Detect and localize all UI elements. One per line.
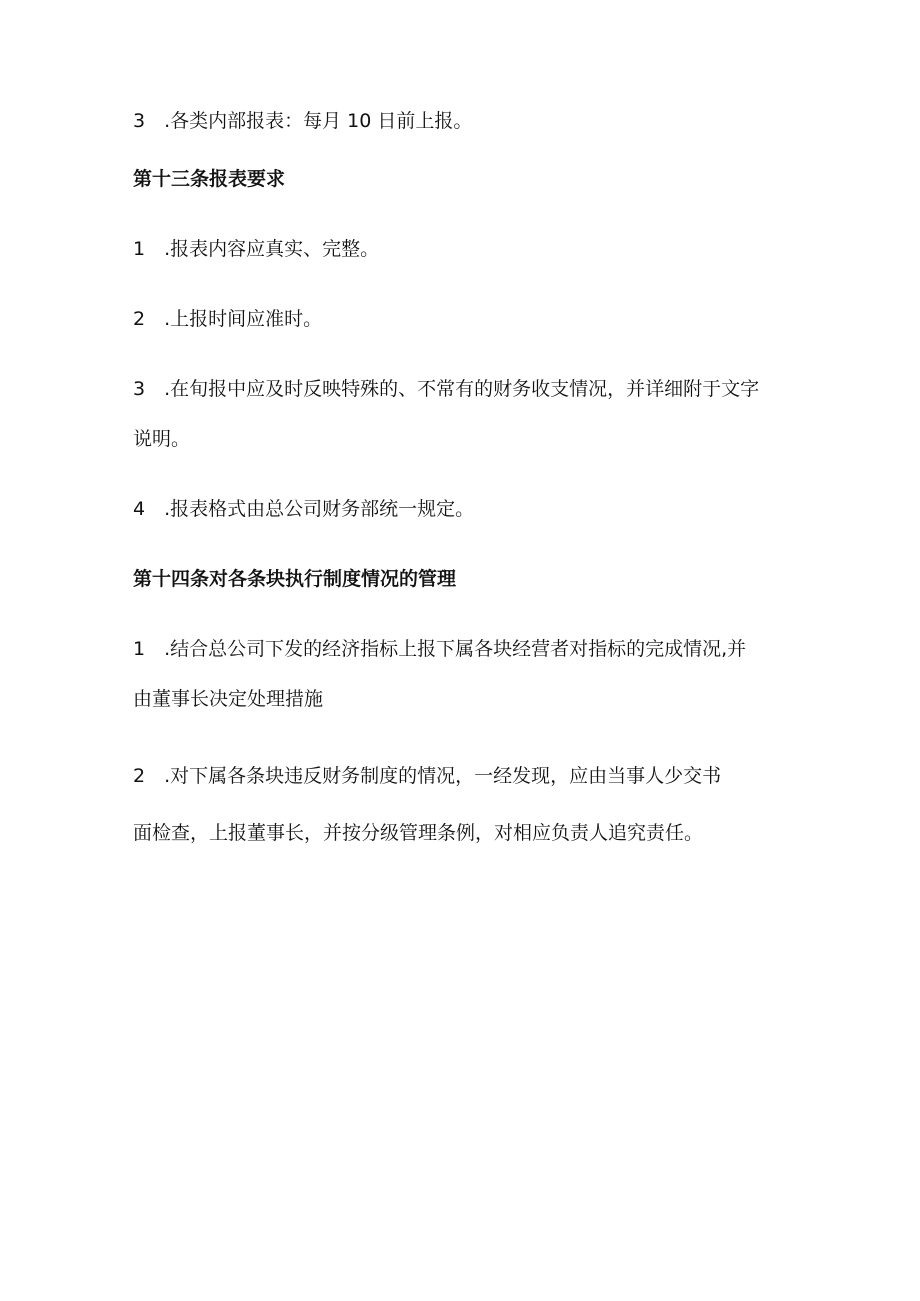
paragraph-text: 说明。 (133, 428, 191, 450)
paragraph-text: 2 .对下属各条块违反财务制度的情况，一经发现，应由当事人少交书 (133, 765, 722, 787)
section-heading: 第十四条对各条块执行制度情况的管理 (133, 568, 457, 590)
paragraph-text: 3 .各类内部报表：每月 10 日前上报。 (133, 110, 473, 132)
paragraph-text: 1 .结合总公司下发的经济指标上报下属各块经营者对指标的完成情况,并 (133, 638, 747, 660)
paragraph-text: 4 .报表格式由总公司财务部统一规定。 (133, 498, 475, 520)
paragraph-text: 由董事长决定处理措施 (133, 688, 324, 710)
section-heading: 第十三条报表要求 (133, 168, 286, 190)
paragraph-text: 2 .上报时间应准时。 (133, 308, 323, 330)
paragraph-text: 1 .报表内容应真实、完整。 (133, 238, 380, 260)
paragraph-text: 3 .在旬报中应及时反映特殊的、不常有的财务收支情况，并详细附于文字 (133, 378, 760, 400)
paragraph-text: 面检查，上报董事长，并按分级管理条例，对相应负责人追究责任。 (133, 822, 704, 844)
